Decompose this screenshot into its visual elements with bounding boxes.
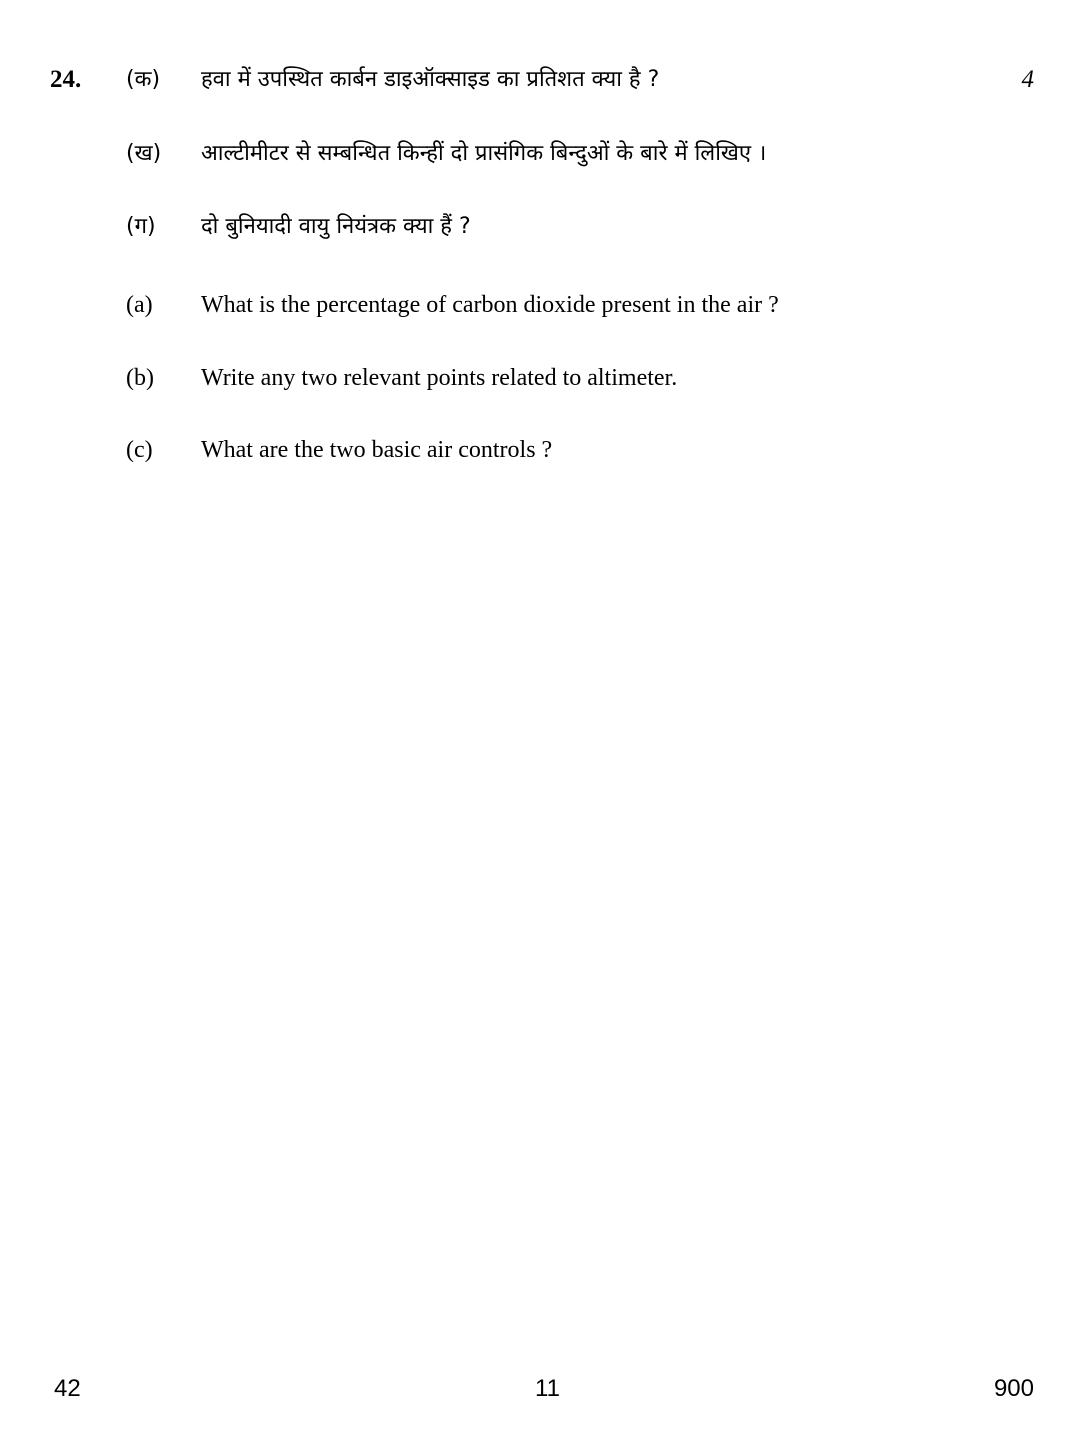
part-text: Write any two relevant points related to altimeter. [201,365,678,391]
footer-right-code: 900 [993,1375,1034,1402]
question-marks: 4 [1021,66,1034,93]
part-text: दो बुनियादी वायु नियंत्रक क्या हैं ? [201,214,471,239]
part-label: (c) [126,437,153,463]
part-label: (ग) [126,214,156,239]
english-part-b [0,362,1000,402]
question-number: 24. [50,66,82,93]
part-text: What are the two basic air controls ? [201,437,553,463]
part-label: (b) [126,365,154,391]
footer-left-code: 42 [54,1375,81,1402]
footer-page-number: 11 [535,1375,560,1402]
english-part-c [0,434,1000,474]
part-label: (ख) [126,141,162,166]
part-text: आल्टीमीटर से सम्बन्धित किन्हीं दो प्रासंगिक बिन्दुओं के बारे में लिखिए । [201,141,767,166]
part-text: हवा में उपस्थित कार्बन डाइऑक्साइड का प्रतिशत क्या है ? [201,67,660,92]
hindi-part-ka [0,64,1000,104]
part-label: (a) [126,292,153,318]
part-label: (क) [126,67,161,92]
hindi-part-ga [0,211,1000,251]
hindi-part-kha [0,138,1000,178]
part-text: What is the percentage of carbon dioxide present in the air ? [201,292,779,318]
english-part-a [0,289,1000,329]
